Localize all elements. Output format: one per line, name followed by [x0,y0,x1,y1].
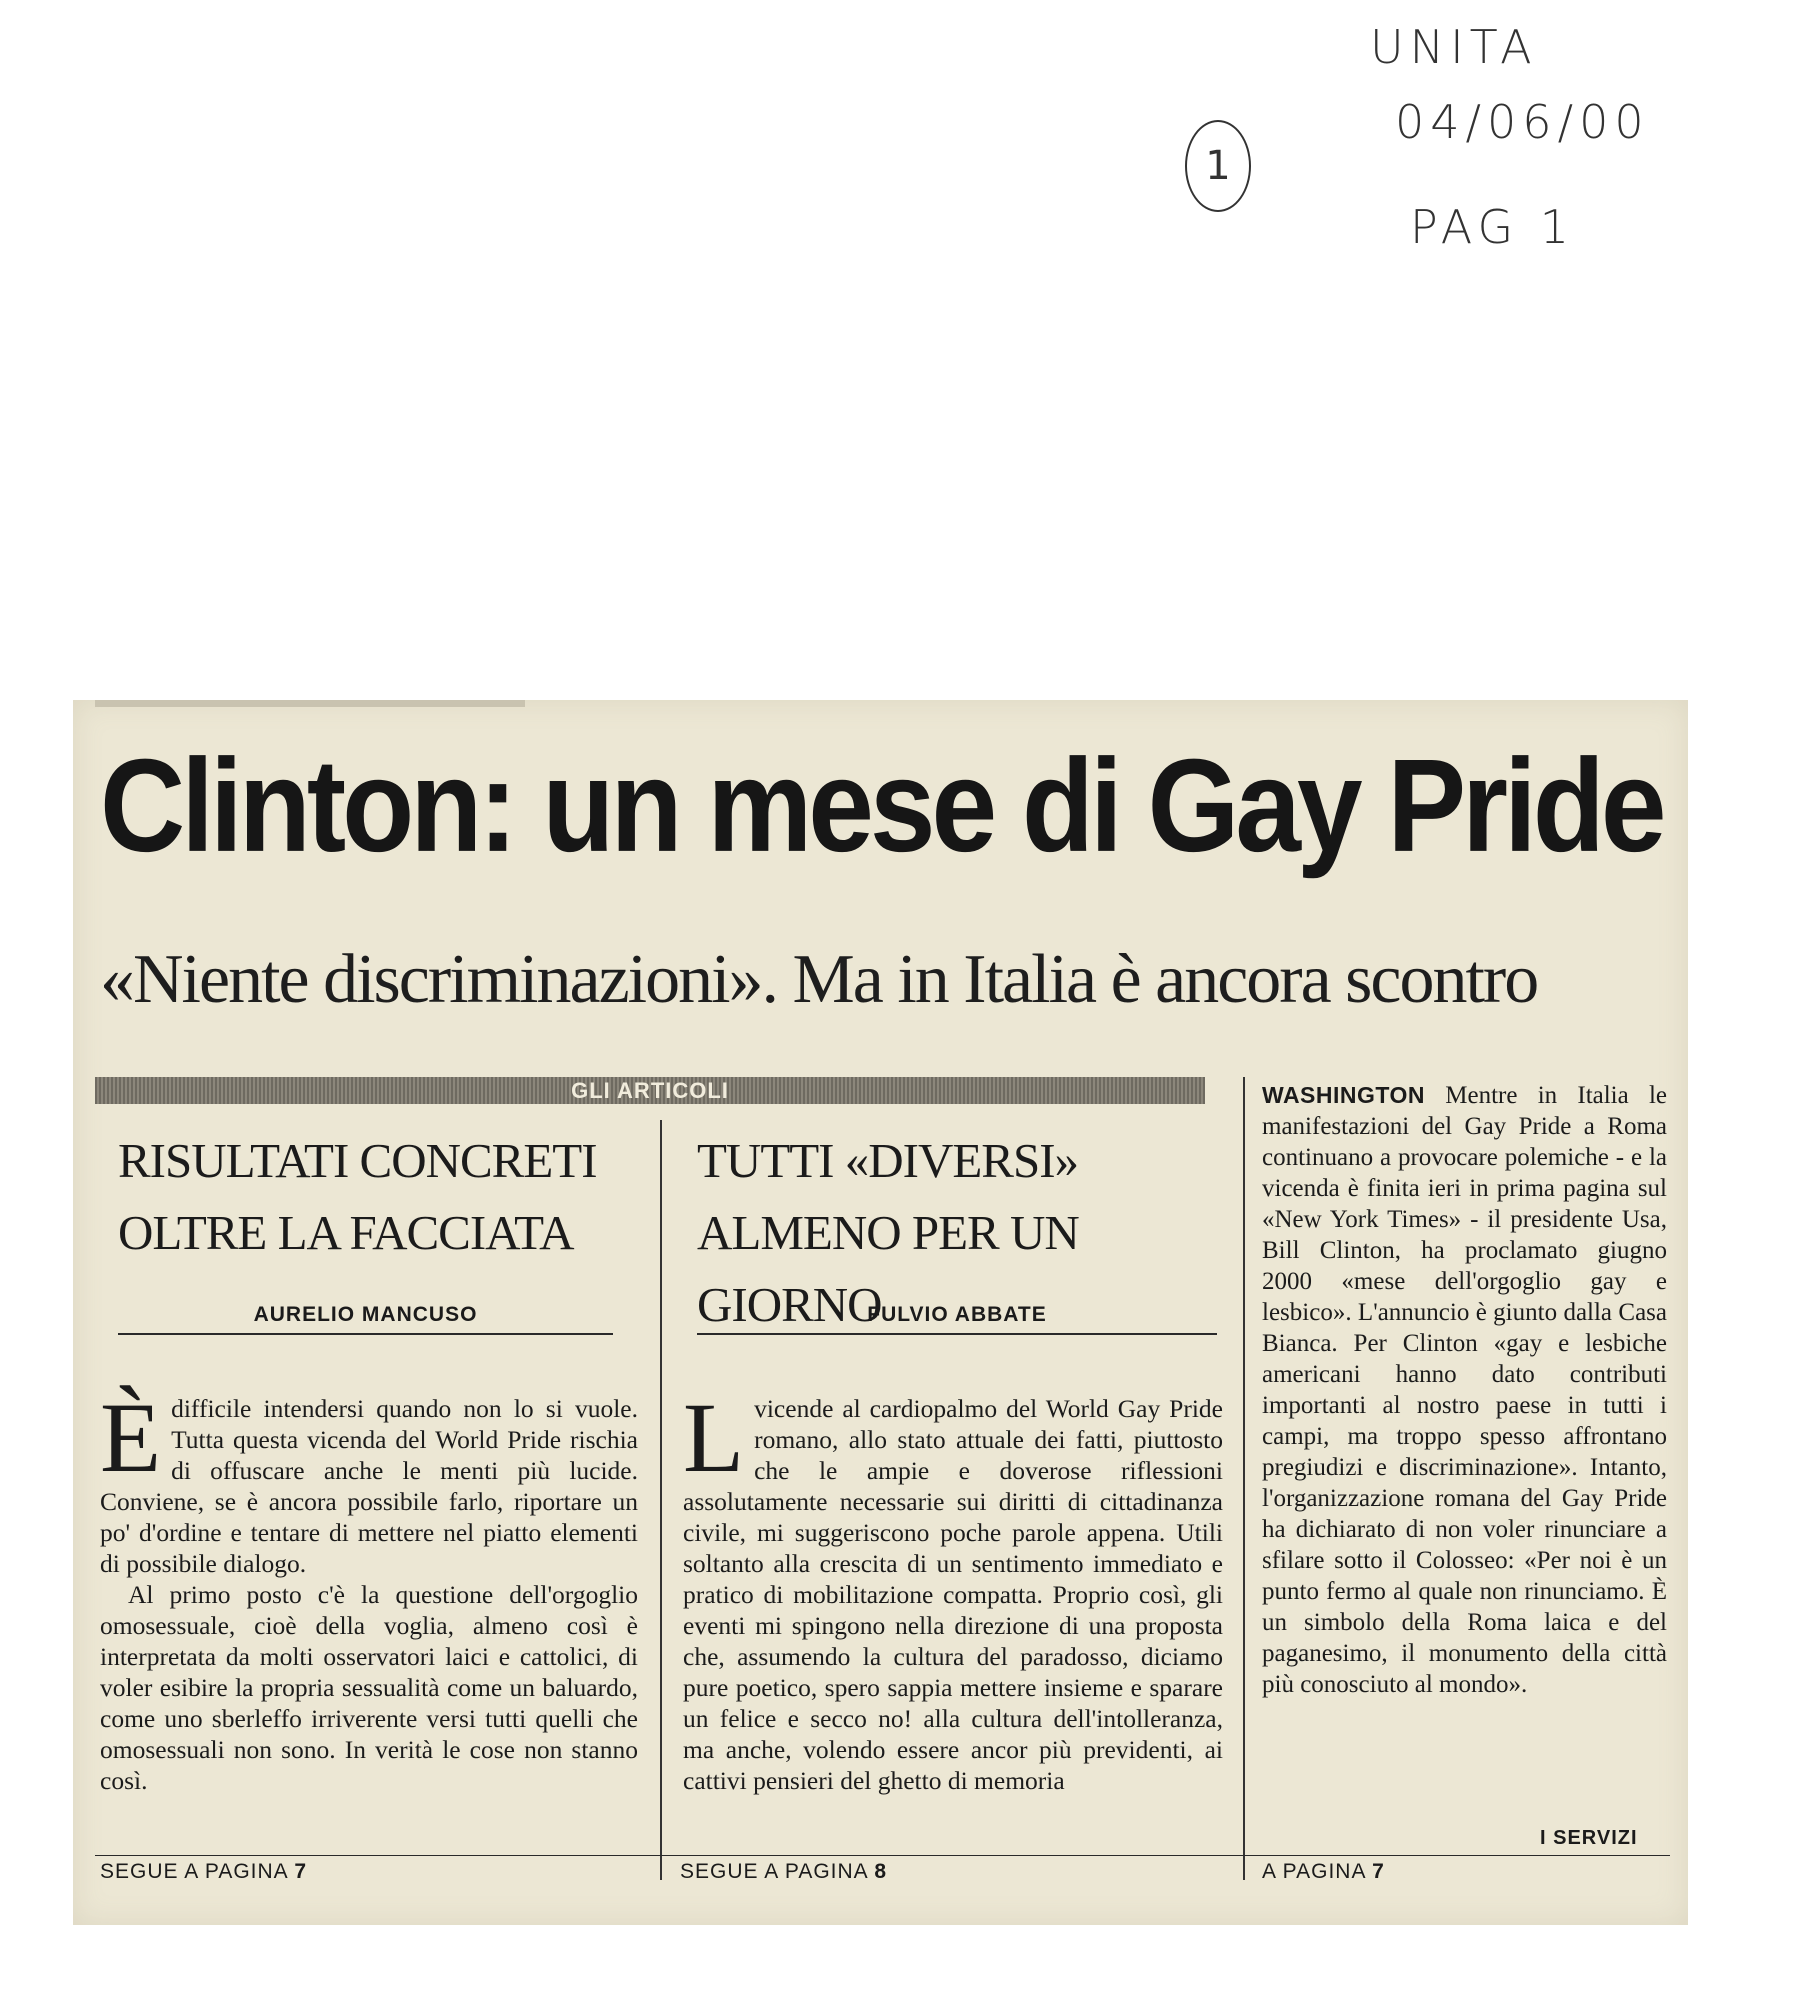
article-1-continuation [100,1860,307,1884]
article-2-continuation [680,1860,887,1884]
news-paragraph [1262,1080,1667,1700]
article-2-body [683,1382,1223,1796]
handwritten-date: 04/06/00 [1395,95,1650,149]
circled-number: 1 [1205,143,1231,189]
section-band [95,1077,1205,1104]
article-1-paragraph-2: Al primo posto c'è la questione dell'orgoglio omosessuale, cioè della voglia, almeno così è interpretata da molti osservatori laici e cattolici, di voler esibire la propria sessualità come un baluardo, come uno sberleffo irriverente versi tutti quelli che omosessuali non sono. In verità le cose non stanno così. [100,1580,638,1795]
article-2-title-line-2: ALMENO PER UN GIORNO [697,1205,1079,1332]
article-1-title-line-2: OLTRE LA FACCIATA [118,1205,574,1260]
article-2-paragraph-1 [683,1382,1223,1796]
column-divider-1 [660,1120,662,1880]
article-2-continuation-label: SEGUE A PAGINA [680,1860,868,1883]
article-1-author: AURELIO MANCUSO [253,1303,478,1326]
article-2-author-rule [697,1333,1217,1335]
column-divider-2 [1243,1077,1245,1880]
news-continuation-page: 7 [1372,1860,1385,1883]
headline: Clinton: un mese di Gay Pride [100,732,1663,880]
article-1-dropcap: È [100,1382,162,1493]
clipping-torn-edge [95,700,525,707]
subheadline: «Niente discriminazioni». Ma in Italia è ancora scontro [100,941,1538,1018]
article-1-title [118,1125,638,1269]
news-signature: I SERVIZI [1540,1827,1638,1849]
circled-page-number [1185,120,1251,212]
article-1-paragraph-1-text: difficile intendersi quando non lo si vuole. Tutta questa vicenda del World Pride rischia di offuscare anche le menti più lucide. Conviene, se è ancora possibile farlo, riportare un po' d'ordine e tentare di mettere nel piatto elementi di possibile dialogo. [100,1394,638,1578]
handwritten-newspaper-name: UNITA [1370,20,1538,74]
article-1-author-rule [118,1333,613,1335]
article-1-title-line-1: RISULTATI CONCRETI [118,1133,597,1188]
news-body [1262,1080,1667,1700]
handwritten-page: PAG 1 [1410,200,1575,254]
news-text: Mentre in Italia le manifestazioni del Gay Pride a Roma continuano a provocare polemiche - e la vicenda è finita ieri in prima pagina sul «New York Times» - il presidente Usa, Bill Clinton, ha proclamato giugno 2000 «mese dell'orgoglio gay e lesbico». L'annuncio è giunto dalla Casa Bianca. Per Clinton «gay e lesbiche americani hanno dato contributi importanti al nostro paese in tutti i campi, ma troppo spesso affrontano pregiudizi e discriminazione». Intanto, l'organizzazione romana del Gay Pride ha dichiarato di non voler rinunciare a sfilare sotto il Colosseo: «Per noi è un punto fermo al quale non rinunciamo. È un simbolo della Roma laica e del paganesimo, il monumento della città più conosciuto al mondo». [1262,1082,1667,1698]
news-dateline: WASHINGTON [1262,1082,1426,1108]
article-1-body [100,1382,638,1796]
article-2-author: FULVIO ABBATE [867,1303,1047,1326]
footer-rule [95,1855,1670,1856]
article-2-paragraph-1-text: vicende al cardiopalmo del World Gay Pride romano, allo stato attuale dei fatti, piuttosto che le ampie e doverose riflessioni assolutamente necessarie sui diritti di cittadinanza civile, mi suggeriscono poche parole appena. Utili soltanto alla crescita di un sentimento immediato e pratico di mobilitazione compatta. Proprio così, gli eventi mi spingono nella direzione di una proposta che, assumendo la cultura del paradosso, diciamo pure poetico, spero sappia mettere insieme e sparare un felice e secco no! alla cultura dell'intolleranza, ma anche, volendo essere ancor più previdenti, ai cattivi pensieri del ghetto di memoria [683,1394,1223,1795]
news-continuation [1262,1860,1385,1884]
article-2-dropcap: L [683,1382,745,1493]
section-label: GLI ARTICOLI [571,1078,729,1103]
article-1-paragraph-1 [100,1382,638,1579]
article-1-continuation-page: 7 [294,1860,308,1883]
article-2-title-line-1: TUTTI «DIVERSI» [697,1133,1079,1188]
news-continuation-label: A PAGINA [1262,1860,1366,1883]
article-1-continuation-label: SEGUE A PAGINA [100,1860,288,1883]
article-2-continuation-page: 8 [874,1860,888,1883]
